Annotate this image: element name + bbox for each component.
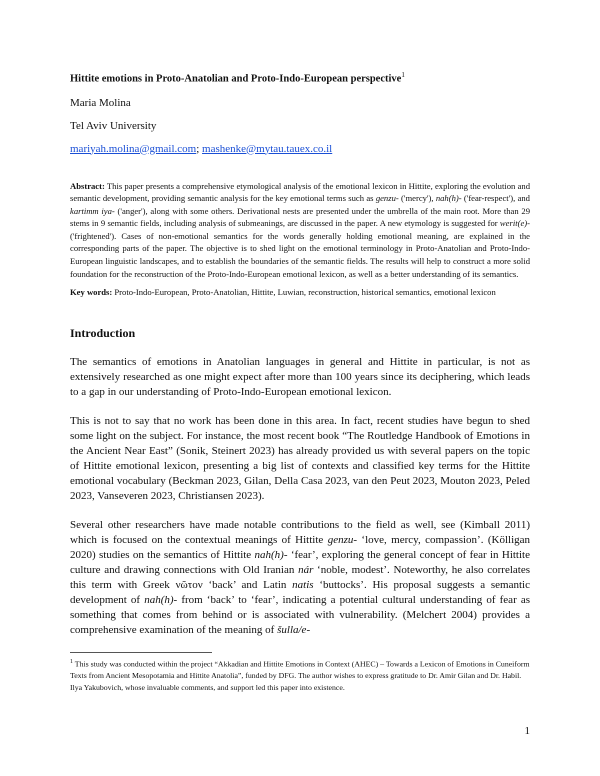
abstract-text: This paper presents a comprehensive etymological analysis of the emotional lexicon in Hittite, exploring the evolution and semantic development, providing semantic analysis for the key emotional terms such as: [70, 180, 530, 204]
abstract-text: ('mercy'),: [398, 193, 436, 204]
term: genzu-: [327, 534, 358, 547]
section-heading: Introduction: [70, 326, 136, 341]
abstract-text: ('anger'), along with some others. Derivational nests are presented under the umbrella of the main root. More than 29 stems in 9 semantic fields, including analysis of submeanings, are discussed in the paper. A new etymology is suggested for: [70, 205, 531, 229]
title-text: Hittite emotions in Proto-Anatolian and Proto-Indo-European perspective: [70, 73, 402, 85]
term: nah(h)-: [144, 594, 178, 607]
text: ‘fear’, exploring the general concept of fear in Hittite culture and drawing connections with Old Iranian: [70, 549, 530, 577]
footnote-divider: [70, 652, 212, 653]
paragraph: [70, 518, 530, 638]
footnote-number: 1: [70, 659, 73, 666]
abstract-text: ('frightened'). Cases of non-emotional semantics for the words generally holding emotional meaning, are explained in the corresponding parts of the paper. The objective is to shed light on the emotional terminology in Proto-Anatolian and Proto-Indo-European linguistic landscapes, and to establish the boundaries of the semantic fields. The results will help to construct a more solid foundation for the reconstruction of the Proto-Indo-European emotional lexicon, as well as a better understanding of its semantics.: [70, 230, 530, 279]
text: from ‘back’ to ‘fear’, indicating a potential cultural understanding of fear as something that comes from behind or is associated with vulnerability. (Melchert 2004) provides a comprehensive examination of the meaning of: [70, 594, 530, 637]
text: Several other researchers have made notable contributions to the field as well, see (Kimball 2011) which is focused on the contextual meanings of Hittite: [70, 519, 530, 547]
paper-title: [70, 68, 530, 87]
keywords-text: Proto-Indo-European, Proto-Anatolian, Hittite, Luwian, reconstruction, historical semantics, emotional lexicon: [112, 287, 496, 298]
abstract-text: ('fear-respect'), and: [461, 193, 530, 204]
text: ‘noble, modest’. Noteworthy, he also correlates this term with Greek νῶτον ‘back’ and Latin: [70, 564, 530, 592]
term: nah(h)-: [435, 193, 462, 204]
paragraph: The semantics of emotions in Anatolian languages in general and Hittite in particular, is not as extensively researched as one might expect after more than 100 years since its deciphering, which leads to a gap in our understanding of Proto-Indo-European emotional lexicon.: [70, 356, 530, 399]
affiliation: Tel Aviv University: [70, 119, 157, 132]
email-link[interactable]: mashenke@mytau.tauex.co.il: [202, 142, 333, 155]
term: šulla/e-: [277, 624, 311, 637]
author-name: Maria Molina: [70, 96, 131, 109]
term: nah(h)-: [254, 549, 288, 562]
keywords-label: Key words:: [70, 287, 113, 298]
term: genzu-: [375, 193, 399, 204]
text: ‘love, mercy, compassion’. (Kölligan 2020) studies on the semantics of Hittite: [70, 534, 531, 562]
term: natis: [292, 579, 314, 592]
term: kartimm iya-: [70, 205, 115, 216]
footnote: [70, 657, 530, 693]
document-page: [70, 0, 530, 758]
abstract-label: Abstract:: [70, 180, 105, 191]
keywords: [70, 286, 530, 298]
term: werit(e)-: [499, 218, 530, 229]
paragraph: This is not to say that no work has been done in this area. In fact, recent studies have begun to shed some light on the subject. For instance, the most recent book “The Routledge Handbook of Emotions in the Ancient Near East” (Sonik, Steinert 2023) has already provided us with several papers on the topic of Hittite emotional lexicon, presenting a big list of contexts and classified key terms for the Hittite emotional vocabulary (Beckman 2023, Gilan, Della Casa 2023, van den Peut 2023, Mouton 2023, Peled 2023, Vanseveren 2023, Christiansen 2023).: [70, 415, 530, 503]
abstract: [70, 180, 530, 281]
text: ‘buttocks’. His proposal suggests a semantic development of: [70, 579, 530, 607]
term: nár: [298, 564, 314, 577]
page-number: 1: [524, 724, 530, 737]
author-emails: [70, 142, 530, 156]
footnote-mark[interactable]: 1: [401, 71, 405, 79]
email-link[interactable]: mariyah.molina@gmail.com: [70, 142, 197, 155]
footnote-text: This study was conducted within the project “Akkadian and Hittite Emotions in Context (AHEC) – Towards a Lexicon of Emotions in Cuneiform Texts from Ancient Mesopotamia and Hittite Anatolia”, funded by DFG. The author wishes to express gratitude to Dr. Amir Gilan and Dr. Habil. Ilya Yakubovich, whose invaluable comments, and support led this paper into existence.: [70, 659, 530, 693]
email-separator: ;: [196, 142, 203, 155]
